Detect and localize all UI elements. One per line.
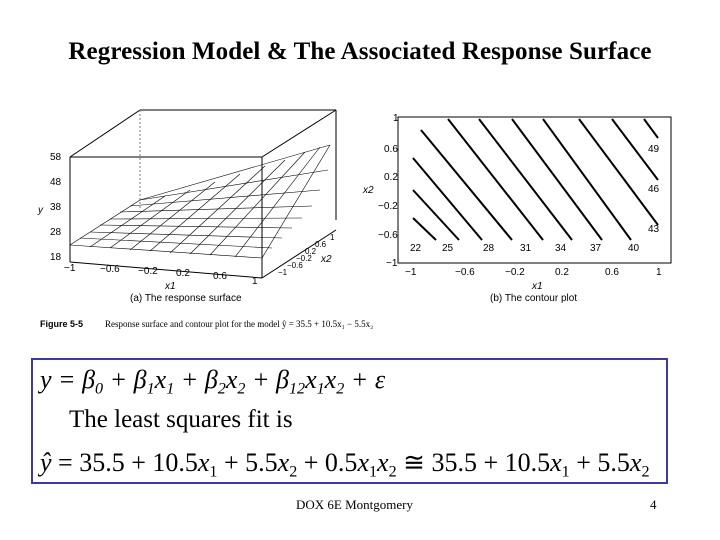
contour-label: 49 [648, 144, 660, 155]
x2-tick: 0.6 [315, 240, 327, 249]
x2-tick: 0.2 [384, 172, 398, 183]
contour-x-label: x1 [532, 281, 543, 292]
figure-label: Figure 5-5 [40, 319, 84, 329]
page-number: 4 [650, 497, 657, 512]
model-equation: $y = \beta_0 + \beta_1x_1 + \beta_2x_2 + \beta_{12}x_1x_2 + \varepsilon$ [40, 365, 386, 398]
contour-label: 37 [590, 243, 602, 254]
x2-tick: −1 [386, 258, 398, 269]
x2-tick: 1 [330, 233, 335, 242]
x1-tick: −0.2 [138, 266, 158, 277]
z-tick: 58 [50, 152, 62, 163]
contour-label: 25 [442, 243, 454, 254]
equation-box [31, 358, 668, 484]
surface-x2-label: x2 [321, 254, 332, 265]
contour-label: 31 [520, 243, 532, 254]
x2-tick: −0.6 [378, 230, 398, 241]
x1-tick: 0.2 [555, 267, 569, 278]
footer-source: DOX 6E Montgomery [296, 497, 413, 512]
x1-tick: 0.6 [213, 271, 227, 282]
x2-tick: 0.6 [384, 144, 398, 155]
fitted-equation: ŷ = $35.5 + 10.5x_1 + 5.5x_2 + 0.5x_1x_2$ ≅ $35.5 + 10.5x_1 + 5.5x_2$ [40, 448, 650, 481]
z-tick: 28 [50, 227, 62, 238]
contour-axis-labels [362, 113, 662, 304]
x1-tick: −0.6 [455, 267, 475, 278]
x1-tick: −1 [64, 263, 76, 274]
contour-label: 22 [410, 243, 422, 254]
x2-tick: −0.2 [296, 254, 312, 263]
x1-tick: −0.2 [505, 267, 525, 278]
x1-tick: −1 [405, 267, 417, 278]
contour-label: 34 [555, 243, 567, 254]
z-tick: 38 [50, 202, 62, 213]
surface-mesh [70, 145, 330, 258]
figure-caption [40, 319, 373, 329]
x2-tick: 1 [393, 113, 399, 124]
x2-tick: −1 [278, 268, 288, 277]
contour-label: 43 [648, 224, 660, 235]
contour-plot [398, 117, 671, 263]
figure-caption-text: Response surface and contour plot for the model ŷ = 35.5 + 10.5x₁ − 5.5x₂ [105, 319, 374, 329]
contour-y-label: x2 [363, 185, 374, 196]
z-tick: 18 [50, 252, 62, 263]
surface-z-label: y [38, 205, 43, 216]
contour-label: 46 [648, 184, 660, 195]
contour-label: 28 [483, 243, 495, 254]
x1-tick: 1 [252, 276, 258, 287]
response-surface-plot [70, 110, 336, 278]
contour-lines [413, 119, 658, 240]
contour-caption: (b) The contour plot [490, 293, 578, 304]
surface-caption: (a) The response surface [130, 293, 242, 304]
slide-title: Regression Model & The Associated Response Surface [68, 38, 652, 65]
x1-tick: −0.6 [100, 264, 120, 275]
x2-tick: −0.2 [378, 201, 398, 212]
contour-label: 40 [628, 243, 640, 254]
x1-tick: 0.2 [176, 268, 190, 279]
x1-tick: 0.6 [605, 267, 619, 278]
surface-x1-label: x1 [165, 281, 176, 292]
z-tick: 48 [50, 177, 62, 188]
x2-tick: −0.6 [287, 261, 303, 270]
x1-tick: 1 [656, 267, 662, 278]
x2-tick: 0.2 [305, 247, 317, 256]
least-squares-intro: The least squares fit is [69, 406, 293, 433]
